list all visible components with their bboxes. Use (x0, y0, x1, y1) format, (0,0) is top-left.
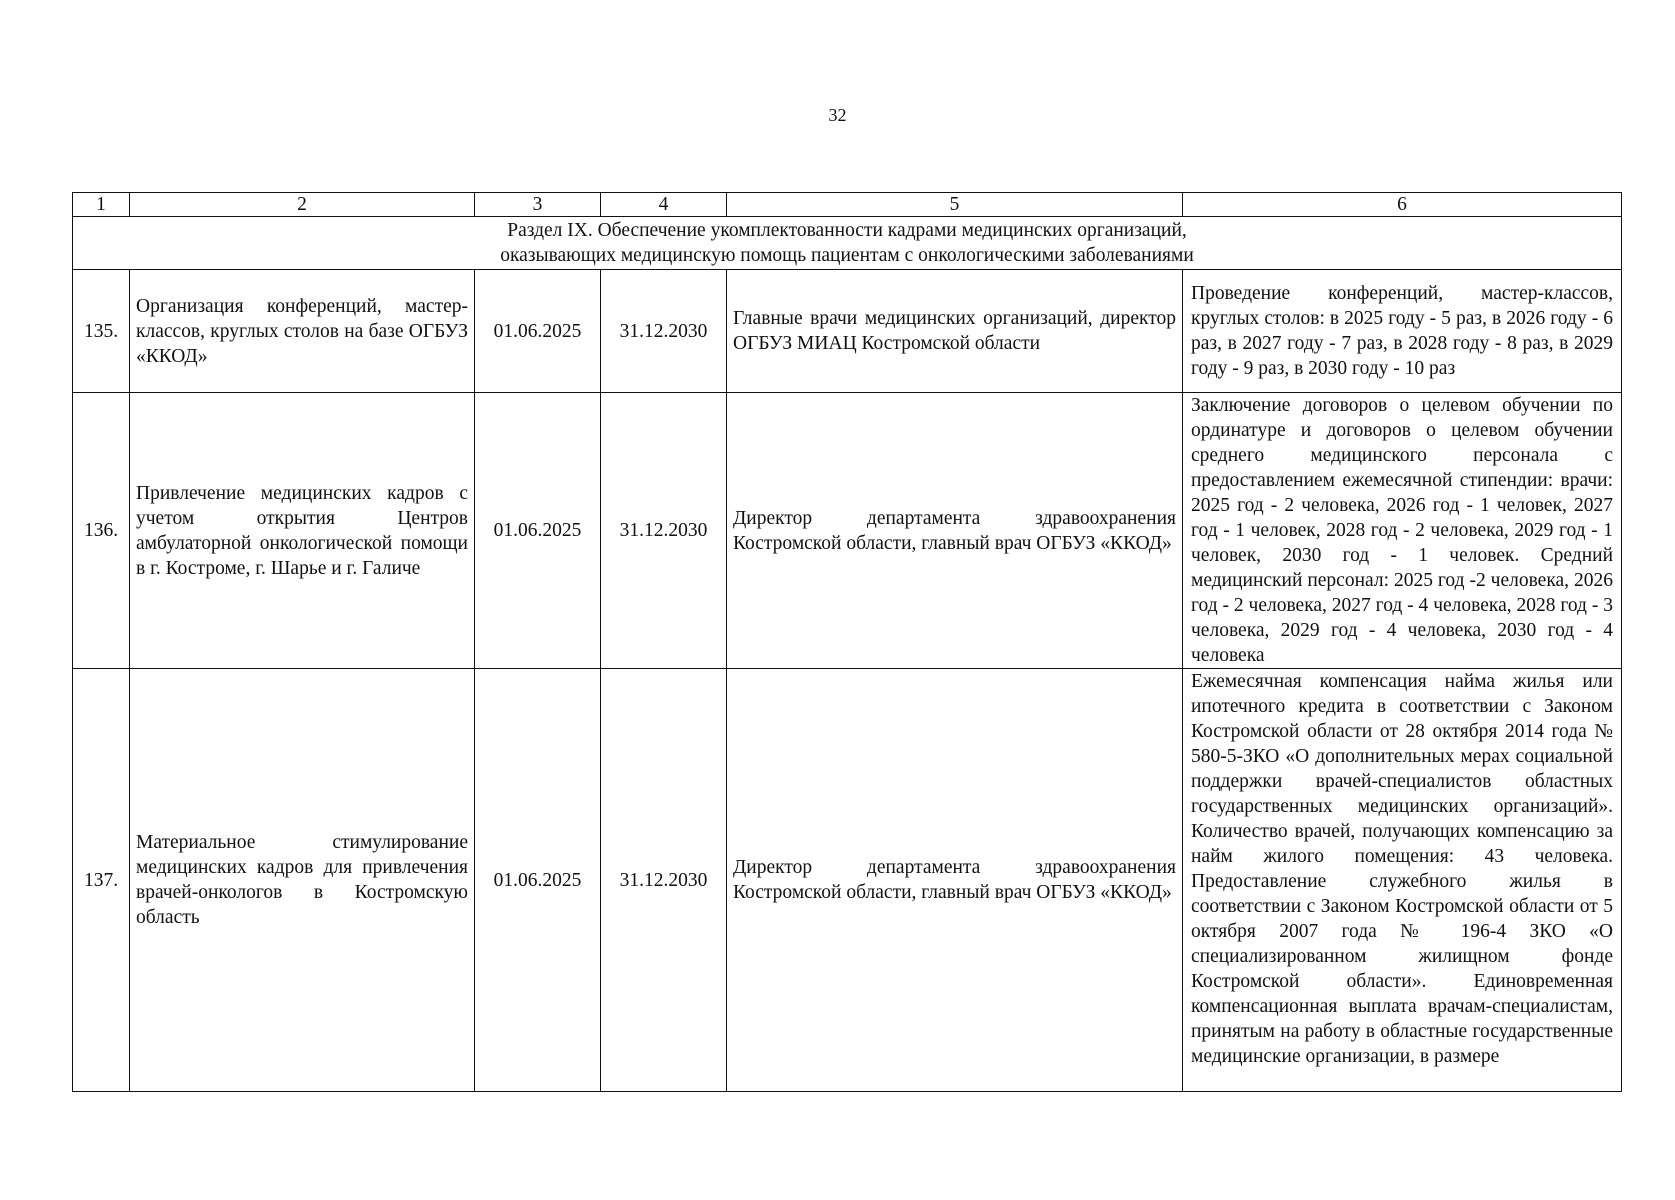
result-cell: Заключение договоров о целевом обучении по ординатуре и договоров о целевом обучении среднего медицинского персонала с предоставлением ежемесячной стипендии: врачи: 2025 год - 2 человека, 2026 год - 1 человек, 2027 год - 1 человек, 2028 год - 2 человека, 2029 год - 1 человек, 2030 год - 1 человек. Средний медицинский персонал: 2025 год -2 человека, 2026 год - 2 человека, 2027 год - 4 человека, 2028 год - 3 человека, 2029 год - 4 человека, 2030 год - 4 человека (1183, 393, 1622, 669)
column-number-3: 3 (475, 193, 601, 217)
result-cell: Проведение конференций, мастер-классов, круглых столов: в 2025 году - 5 раз, в 2026 году - 6 раз, в 2027 году - 7 раз, в 2028 году - 8 раз, в 2029 году - 9 раз, в 2030 году - 10 раз (1183, 270, 1622, 393)
row-number: 136. (73, 393, 130, 669)
section-heading (73, 217, 1622, 270)
responsible-cell: Главные врачи медицинских организаций, директор ОГБУЗ МИАЦ Костромской области (727, 270, 1183, 393)
start-date-cell: 01.06.2025 (475, 270, 601, 393)
table-row (73, 393, 1622, 669)
start-date-cell: 01.06.2025 (475, 393, 601, 669)
row-number: 137. (73, 669, 130, 1092)
measure-cell: Материальное стимулирование медицинских кадров для привлечения врачей-онкологов в Костромскую область (130, 669, 475, 1092)
section-heading-row (73, 217, 1622, 270)
column-number-5: 5 (727, 193, 1183, 217)
end-date-cell: 31.12.2030 (601, 669, 727, 1092)
row-number: 135. (73, 270, 130, 393)
column-number-4: 4 (601, 193, 727, 217)
responsible-cell: Директор департамента здравоохранения Костромской области, главный врач ОГБУЗ «ККОД» (727, 393, 1183, 669)
end-date-cell: 31.12.2030 (601, 393, 727, 669)
section-heading-line-1: Раздел IX. Обеспечение укомплектованности кадрами медицинских организаций, (507, 220, 1187, 241)
column-number-6: 6 (1183, 193, 1622, 217)
table-row (73, 669, 1622, 1092)
column-number-1: 1 (73, 193, 130, 217)
responsible-cell: Директор департамента здравоохранения Костромской области, главный врач ОГБУЗ «ККОД» (727, 669, 1183, 1092)
column-number-row (73, 193, 1622, 217)
measures-table (72, 192, 1622, 1092)
section-heading-line-2: оказывающих медицинскую помощь пациентам с онкологическими заболеваниями (500, 245, 1194, 266)
measure-cell: Организация конференций, мастер-классов, круглых столов на базе ОГБУЗ «ККОД» (130, 270, 475, 393)
measure-cell: Привлечение медицинских кадров с учетом открытия Центров амбулаторной онкологической помощи в г. Костроме, г. Шарье и г. Галиче (130, 393, 475, 669)
end-date-cell: 31.12.2030 (601, 270, 727, 393)
start-date-cell: 01.06.2025 (475, 669, 601, 1092)
result-cell: Ежемесячная компенсация найма жилья или ипотечного кредита в соответствии с Законом Костромской области от 28 октября 2014 года № 580-5-ЗКО «О дополнительных мерах социальной поддержки врачей-специалистов областных государственных медицинских организаций». Количество врачей, получающих компенсацию за найм жилого помещения: 43 человека. Предоставление служебного жилья в соответствии с Законом Костромской области от 5 октября 2007 года № 196-4 ЗКО «О специализированном жилищном фонде Костромской области». Единовременная компенсационная выплата врачам-специалистам, принятым на работу в областные государственные медицинские организации, в размере (1183, 669, 1622, 1092)
page-number: 32 (828, 105, 847, 125)
column-number-2: 2 (130, 193, 475, 217)
table-row (73, 270, 1622, 393)
